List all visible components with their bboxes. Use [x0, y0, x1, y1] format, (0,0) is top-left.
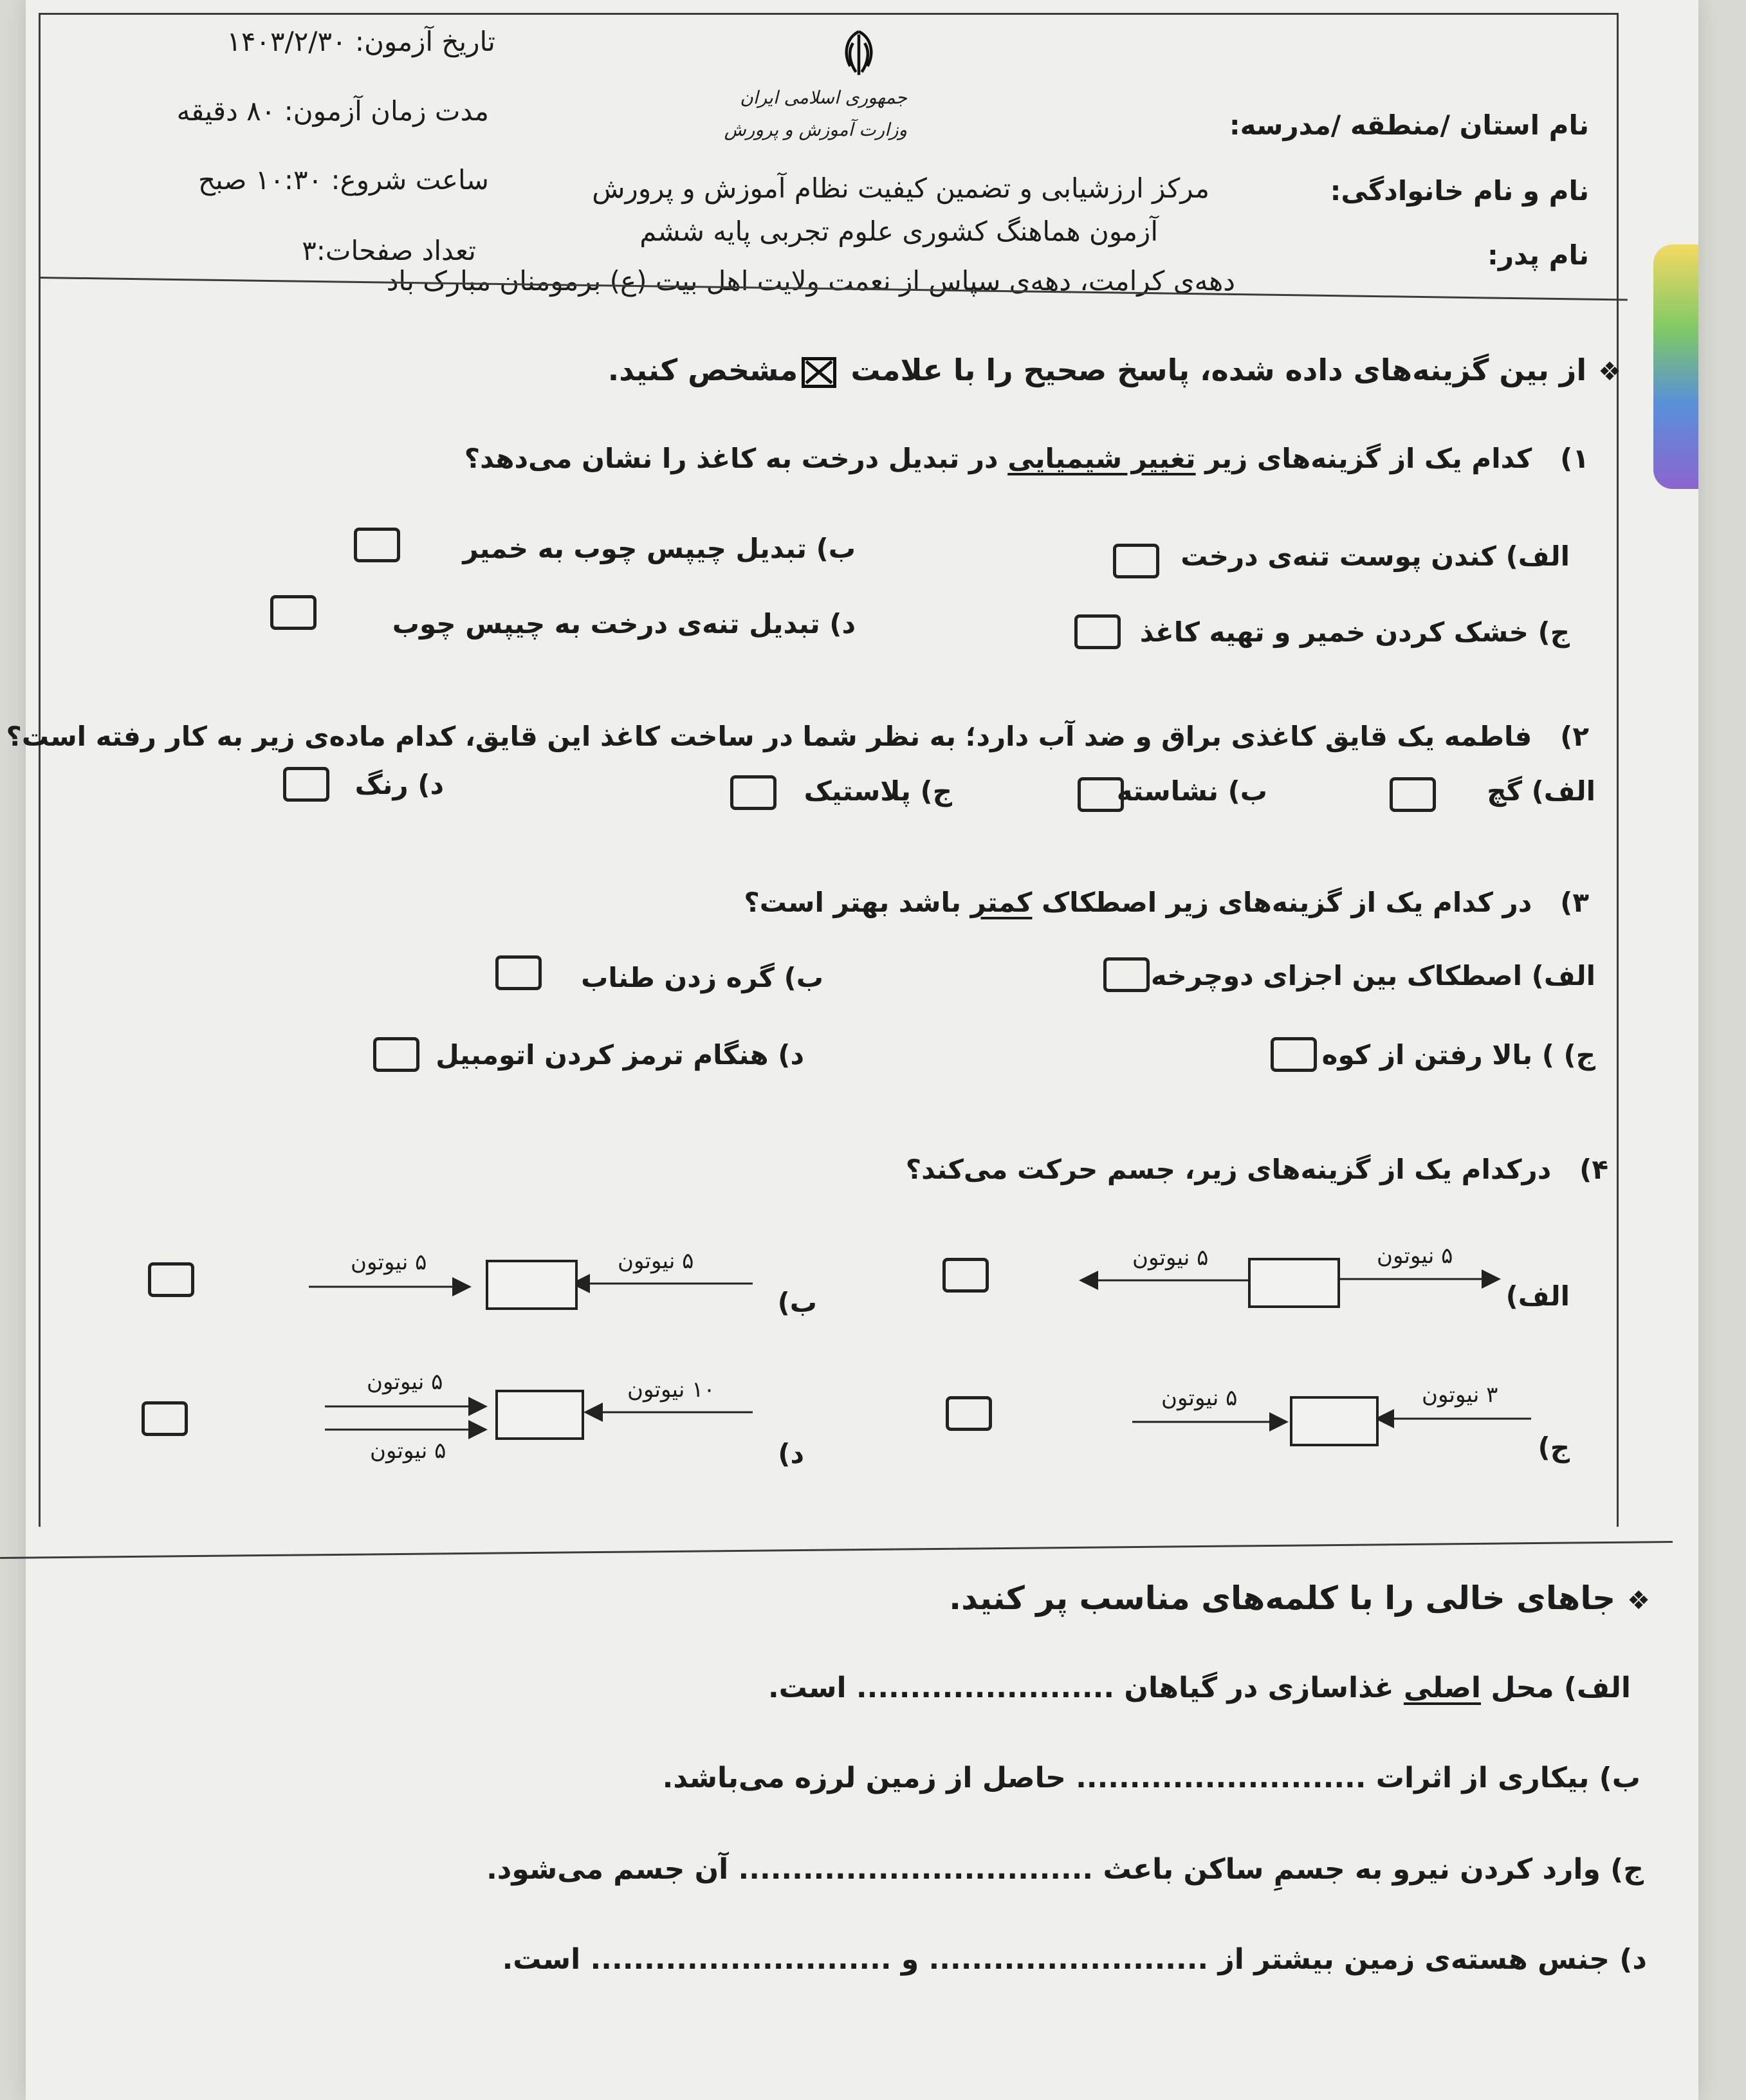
q4-option-b-label: ب) [777, 1287, 817, 1318]
diamond-bullet-icon: ❖ [1627, 1586, 1650, 1616]
q4-option-d-checkbox[interactable] [142, 1401, 188, 1436]
q1-option-a: الف) کندن پوست تنه‌ی درخت [1181, 540, 1570, 572]
q1-option-c: ج) خشک کردن خمیر و تهیه کاغذ [1139, 616, 1570, 648]
instruction-text-before: از بین گزینه‌های داده شده، پاسخ صحیح را با علامت [850, 353, 1587, 387]
q1-text-before: کدام یک از گزینه‌های زیر [1205, 443, 1532, 474]
q4-d-left-bottom-force: ۵ نیوتون [370, 1438, 446, 1464]
start-time: ساعت شروع: ۱۰:۳۰ صبح [198, 164, 489, 196]
father-name-label: نام پدر: [1487, 239, 1589, 271]
q4-option-a-label: الف) [1505, 1280, 1570, 1312]
q1-text-after: در تبدیل درخت به کاغذ را نشان می‌دهد؟ [464, 443, 998, 474]
q4-option-c-label: ج) [1538, 1432, 1570, 1463]
q4-a-object [1248, 1258, 1340, 1308]
exam-date: تاریخ آزمون: ۱۴۰۳/۲/۳۰ [226, 26, 495, 57]
q4-b-right-force: ۵ نیوتون [618, 1248, 694, 1274]
q4-c-right-force: ۳ نیوتون [1422, 1382, 1498, 1408]
q3-option-a: الف) اصطکاک بین اجزای دوچرخه [1150, 960, 1595, 991]
exam-duration: مدت زمان آزمون: ۸۰ دقیقه [176, 95, 489, 127]
q1-option-b: ب) تبدیل چیپس چوب به خمیر [463, 533, 856, 564]
exam-title: آزمون هماهنگ کشوری علوم تجربی پایه ششم [639, 216, 1158, 247]
q4-c-object [1290, 1396, 1379, 1446]
q4-d-right-force: ۱۰ نیوتون [627, 1377, 715, 1403]
province-label: نام استان /منطقه /مدرسه: [1229, 109, 1589, 141]
greeting-line: دهه‌ی کرامت، دهه‌ی سپاس از نعمت ولایت اهل بیت (ع) برمومنان مبارک باد [386, 265, 1235, 297]
q1-option-d: د) تبدیل تنه‌ی درخت به چیپس چوب [392, 608, 856, 640]
republic-label: جمهوری اسلامی ایران [740, 87, 907, 108]
fill-blank-a [768, 1672, 1631, 1704]
q2-option-a: الف) گچ [1487, 775, 1595, 807]
q4-option-c-checkbox[interactable] [946, 1396, 992, 1431]
section2-instruction-text: جاهای خالی را با کلمه‌های مناسب پر کنید. [949, 1580, 1616, 1617]
section2-instruction [949, 1580, 1650, 1617]
exam-paper [6, 0, 1698, 2100]
center-title: مرکز ارزشیابی و تضمین کیفیت نظام آموزش و پرورش [592, 172, 1209, 204]
fill-blank-d: د) جنس هسته‌ی زمین بیشتر از .......................... و ............................ است. [502, 1943, 1647, 1976]
diamond-bullet-icon: ❖ [1598, 357, 1621, 387]
q4-d-object [495, 1390, 584, 1440]
q2-number: ۲) [1560, 721, 1589, 752]
fill-a-underlined: اصلی [1403, 1672, 1481, 1704]
q2-question: فاطمه یک قایق کاغذی براق و ضد آب دارد؛ به نظر شما در ساخت کاغذ این قایق، کدام ماده‌ی زیر به کار رفته است؟ [6, 721, 1532, 752]
q4-a-right-force: ۵ نیوتون [1377, 1243, 1453, 1269]
q3-option-c: ج) ) بالا رفتن از کوه [1321, 1039, 1595, 1071]
name-label: نام و نام خانوادگی: [1330, 175, 1589, 207]
fill-a-before: الف) محل [1491, 1672, 1631, 1704]
q2-option-b: ب) نشاسته [1116, 775, 1267, 807]
q4-d-left-top-force: ۵ نیوتون [367, 1369, 443, 1395]
q4-c-left-force: ۵ نیوتون [1161, 1385, 1238, 1411]
q2-option-c: ج) پلاستیک [804, 775, 952, 807]
fill-a-after: غذاسازی در گیاهان ........................ است. [767, 1672, 1394, 1704]
q1-number: ۱) [1560, 443, 1589, 474]
q4-option-d-label: د) [778, 1438, 804, 1469]
q3-option-b: ب) گره زدن طناب [581, 962, 823, 993]
q3-text-underlined: کمتر [970, 887, 1033, 918]
q4-question: درکدام یک از گزینه‌های زیر، جسم حرکت می‌کند؟ [905, 1154, 1552, 1185]
q3-number: ۳) [1560, 887, 1589, 918]
ministry-label: وزارت آموزش و پرورش [724, 119, 907, 140]
q4-a-left-force: ۵ نیوتون [1132, 1245, 1209, 1271]
q3-text-before: در کدام یک از گزینه‌های زیر اصطکاک [1042, 887, 1532, 918]
fill-blank-c: ج) وارد کردن نیرو به جسمِ ساکن باعث ................................. آن جسم می‌شود. [486, 1853, 1644, 1886]
q3-text-after: باشد بهتر است؟ [744, 887, 961, 918]
fill-blank-b: ب) بیکاری از اثرات ........................... حاصل از زمین لرزه می‌باشد. [662, 1762, 1640, 1794]
q2-option-d: د) رنگ [354, 769, 444, 800]
q4-b-left-force: ۵ نیوتون [351, 1249, 427, 1275]
q3-option-d: د) هنگام ترمز کردن اتومبیل [436, 1039, 804, 1071]
q1-text-underlined: تغییر شیمیایی [1007, 443, 1196, 474]
q4-option-a-checkbox[interactable] [942, 1258, 989, 1293]
page-count: تعداد صفحات:۳ [302, 235, 476, 266]
q4-b-object [486, 1260, 578, 1310]
instruction-text-after: مشخص کنید. [607, 353, 798, 387]
q4-option-b-checkbox[interactable] [148, 1262, 194, 1297]
q4-number: ۴) [1579, 1154, 1608, 1185]
